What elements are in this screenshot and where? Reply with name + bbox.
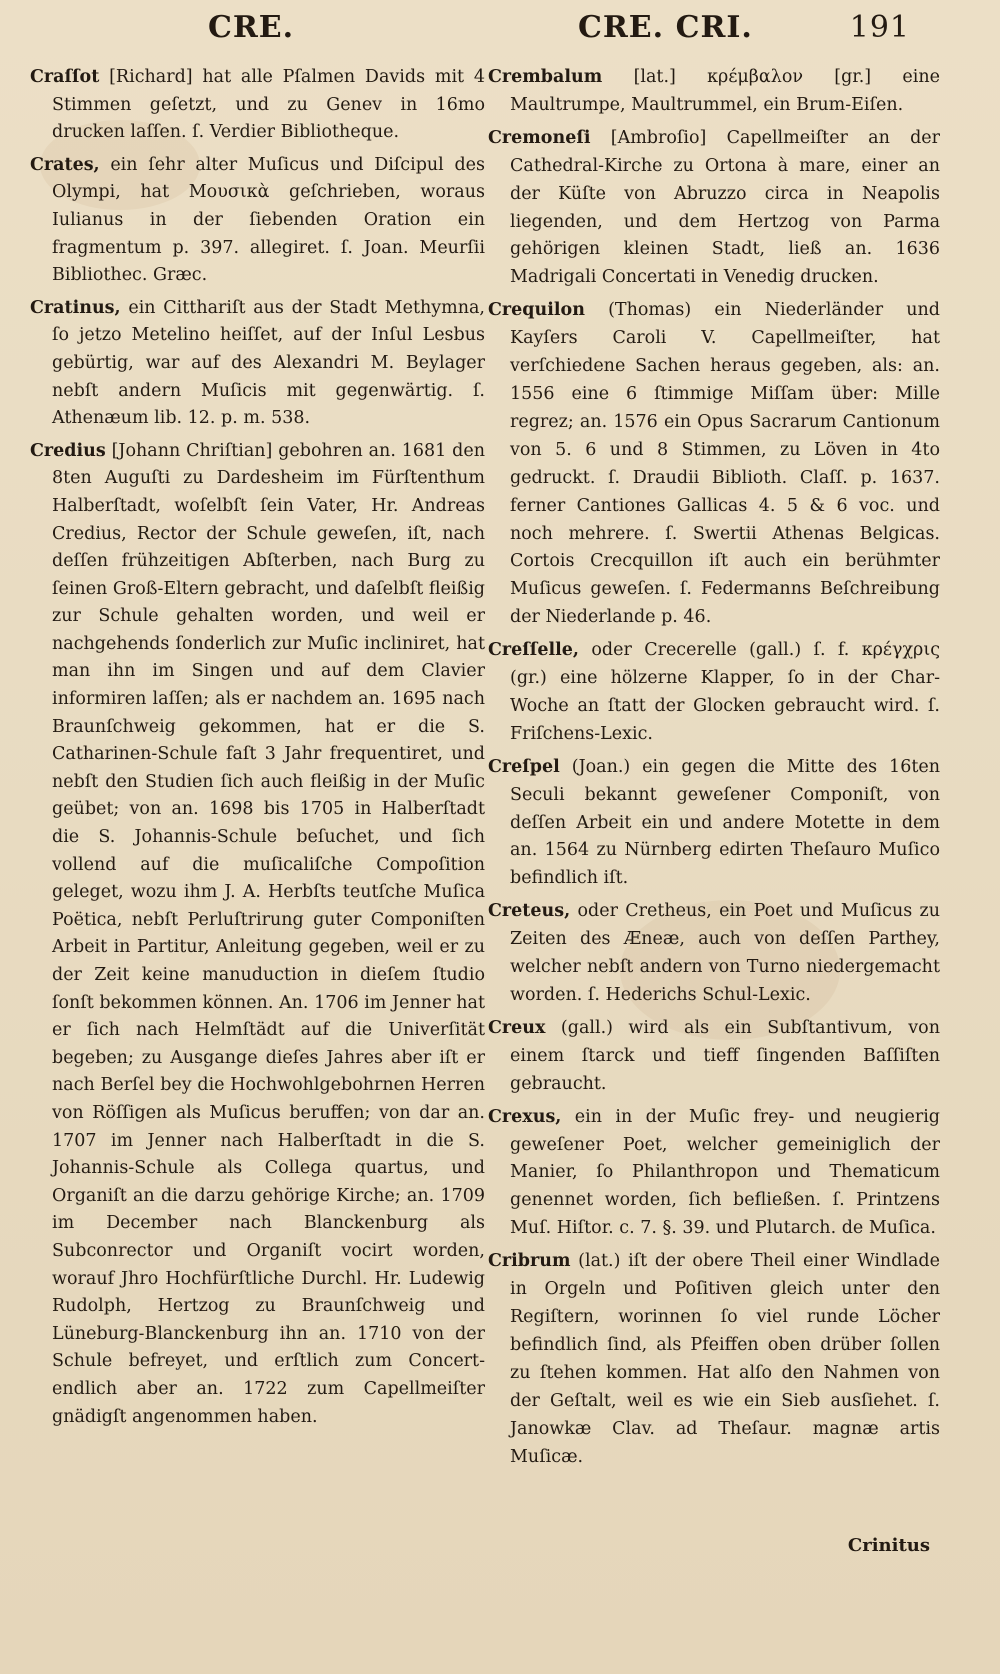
entry-headword: Crates, xyxy=(30,154,100,175)
entry-headword: Craſſot xyxy=(30,67,100,87)
entry-headword: Credius xyxy=(30,440,106,461)
running-header xyxy=(0,10,1000,50)
entry-text: (Thomas) ein Niederländer und Kayſers Caroli V. Capellmeiſter, hat verſchiedene Sachen heraus gegeben, als: an. 1556 eine 6 ſtimmige Miſſam über: Mille regrez; an. 1576 ein Opus Sacrarum Cantionum von 5. 6 und 8 Stimmen, zu Löven in 4to gedruckt. ſ. Draudii Biblioth. Claſſ. p. 1637. ferner Cantiones Gallicas 4. 5 & 6 voc. und noch mehrere. ſ. Swertii Athenas Belgicas. Cortois Crecquillon iſt auch ein berühmter Muſicus geweſen. ſ. Federmanns Beſchreibung der Niederlande p. 46. xyxy=(510,300,940,628)
left-column xyxy=(30,64,485,1436)
entry-text: ein Citthariſt aus der Stadt Methymna, ſo jetzo Metelino heiſſet, auf der Inſul Lesbus gebürtig, war auf des Alexandri M. Beylager nebſt andern Muſicis mit gegenwärtig. ſ. Athenæum lib. 12. p. m. 538. xyxy=(52,297,485,429)
entry-headword: Cratinus, xyxy=(30,297,121,318)
dictionary-entry xyxy=(30,295,485,433)
dictionary-entry xyxy=(30,152,485,290)
page-number: 191 xyxy=(849,10,910,45)
dictionary-entry xyxy=(488,1015,940,1099)
entry-text: (gall.) wird als ein Subſtantivum, von einem ſtarck und tieff ſingenden Baſſiſten gebraucht. xyxy=(510,1017,940,1094)
entry-headword: Cremoneſi xyxy=(488,127,591,148)
entry-text: ein in der Muſic frey- und neugierig geweſener Poet, welcher gemeiniglich der Manier, ſo Philanthropon und Thematicum genennet worden, ſich befließen. ſ. Printzens Muſ. Hiſtor. c. 7. §. 39. und Plutarch. de Muſica. xyxy=(510,1106,940,1239)
entry-headword: Crequilon xyxy=(488,300,585,321)
dictionary-entry xyxy=(488,1248,940,1471)
entry-text: ein ſehr alter Muſicus und Diſcipul des Olympi, hat Μουσικὰ geſchrieben, woraus Iulianus in der ſiebenden Oration ein fragmentum p. 397. allegiret. ſ. Joan. Meurſii Bibliothec. Græc. xyxy=(52,154,485,286)
entry-text: [lat.] κρέμβαλον [gr.] eine Maultrumpe, Maultrummel, ein Brum-Eiſen. xyxy=(510,67,940,115)
entry-headword: Creteus, xyxy=(488,901,571,922)
entry-text: oder Cretheus, ein Poet und Muſicus zu Zeiten des Æneæ, auch von deſſen Parthey, welcher nebſt andern von Turno niedergemacht worden. ſ. Hederichs Schul-Lexic. xyxy=(510,901,940,1005)
entry-headword: Crexus, xyxy=(488,1106,562,1127)
dictionary-entry xyxy=(488,297,940,632)
right-column xyxy=(488,64,940,1476)
header-left: CRE. xyxy=(208,10,295,45)
dictionary-entry xyxy=(488,754,940,894)
entry-headword: Creſpel xyxy=(488,756,560,777)
entry-headword: Crembalum xyxy=(488,67,603,87)
dictionary-entry xyxy=(488,64,940,120)
entry-text: [Ambroſio] Capellmeiſter an der Cathedral-Kirche zu Ortona à mare, einer an der Küſte von Abruzzo circa in Neapolis liegenden, und dem Hertzog von Parma gehörigen kleinen Stadt, ließ an. 1636 Madrigali Concertati in Venedig drucken. xyxy=(510,127,940,288)
dictionary-entry xyxy=(488,898,940,1010)
entry-text: oder Crecerelle (gall.) ſ. f. κρέγχρις (gr.) eine hölzerne Klapper, ſo in der Char-Woche an ſtatt der Glocken gebraucht wird. ſ. Friſchens-Lexic. xyxy=(510,640,940,744)
header-middle: CRE. CRI. xyxy=(578,10,753,45)
entry-headword: Creſſelle, xyxy=(488,640,579,661)
dictionary-entry xyxy=(488,1104,940,1244)
entry-text: [Richard] hat alle Pſalmen Davids mit 4 Stimmen geſetzt, und zu Genev in 16mo drucken laſſen. ſ. Verdier Bibliotheque. xyxy=(52,67,485,143)
dictionary-entry xyxy=(30,438,485,1431)
entry-headword: Creux xyxy=(488,1017,546,1038)
entry-text: [Johann Chriſtian] gebohren an. 1681 den 8ten Auguſti zu Dardesheim im Fürſtenthum Halberſtadt, woſelbſt ſein Vater, Hr. Andreas Credius, Rector der Schule geweſen, iſt, nach deſſen frühzeitigen Abſterben, nach Burg zu ſeinen Groß-Eltern gebracht, und daſelbſt fleißig zur Schule gehalten worden, und weil er nachgehends ſonderlich zur Muſic incliniret, hat man ihn im Singen und auf dem Clavier informiren laſſen; als er nachdem an. 1695 nach Braunſchweig gekommen, hat er die S. Catharinen-Schule faſt 3 Jahr frequentiret, und nebſt den Studien ſich auch fleißig in der Muſic geübet; von an. 1698 bis 1705 in Halberſtadt die S. Johannis-Schule beſuchet, und ſich vollend auf die muſicaliſche Compoſition geleget, wozu ihm J. A. Herbſts teutſche Muſica Poëtica, nebſt Perluſtrirung guter Componiſten Arbeit in Partitur, Anleitung gegeben, weil er zu der Zeit keine manuduction in dieſem ſtudio ſonſt bekommen können. An. 1706 im Jenner hat er ſich nach Helmſtädt auf die Univerſität begeben; zu Ausgange dieſes Jahres aber iſt er nach Berſel bey die Hochwohlgebohrnen Herren von Röſſigen als Muſicus beruffen; von dar an. 1707 im Jenner nach Halberſtadt in die S. Johannis-Schule als Collega quartus, und Organiſt an die darzu gehörige Kirche; an. 1709 im December nach Blanckenburg als Subconrector und Organiſt vocirt worden, worauf Jhro Hochfürſtliche Durchl. Hr. Ludewig Rudolph, Hertzog zu Braunſchweig und Lüneburg-Blanckenburg ihn an. 1710 von der Schule befreyet, und erſtlich zum Concert-endlich aber an. 1722 zum Capellmeiſter gnädigſt angenommen haben. xyxy=(52,440,485,1427)
entry-text: (Joan.) ein gegen die Mitte des 16ten Seculi bekannt geweſener Componiſt, von deſſen Arbeit ein und andere Motette in dem an. 1564 zu Nürnberg edirten Theſauro Muſico befindlich iſt. xyxy=(510,756,940,889)
dictionary-entry xyxy=(488,637,940,749)
entry-headword: Cribrum xyxy=(488,1251,571,1272)
catchword: Crinitus xyxy=(847,1535,930,1556)
entry-text: (lat.) iſt der obere Theil einer Windlade in Orgeln und Poſitiven gleich unter den Regiſtern, worinnen ſo viel runde Löcher befindlich ſind, als Pfeiffen oben drüber ſollen zu ſtehen kommen. Hat alſo den Nahmen von der Geſtalt, weil es wie ein Sieb ausſiehet. ſ. Janowkæ Clav. ad Theſaur. magnæ artis Muſicæ. xyxy=(510,1251,940,1467)
dictionary-entry xyxy=(30,64,485,147)
dictionary-entry xyxy=(488,125,940,292)
